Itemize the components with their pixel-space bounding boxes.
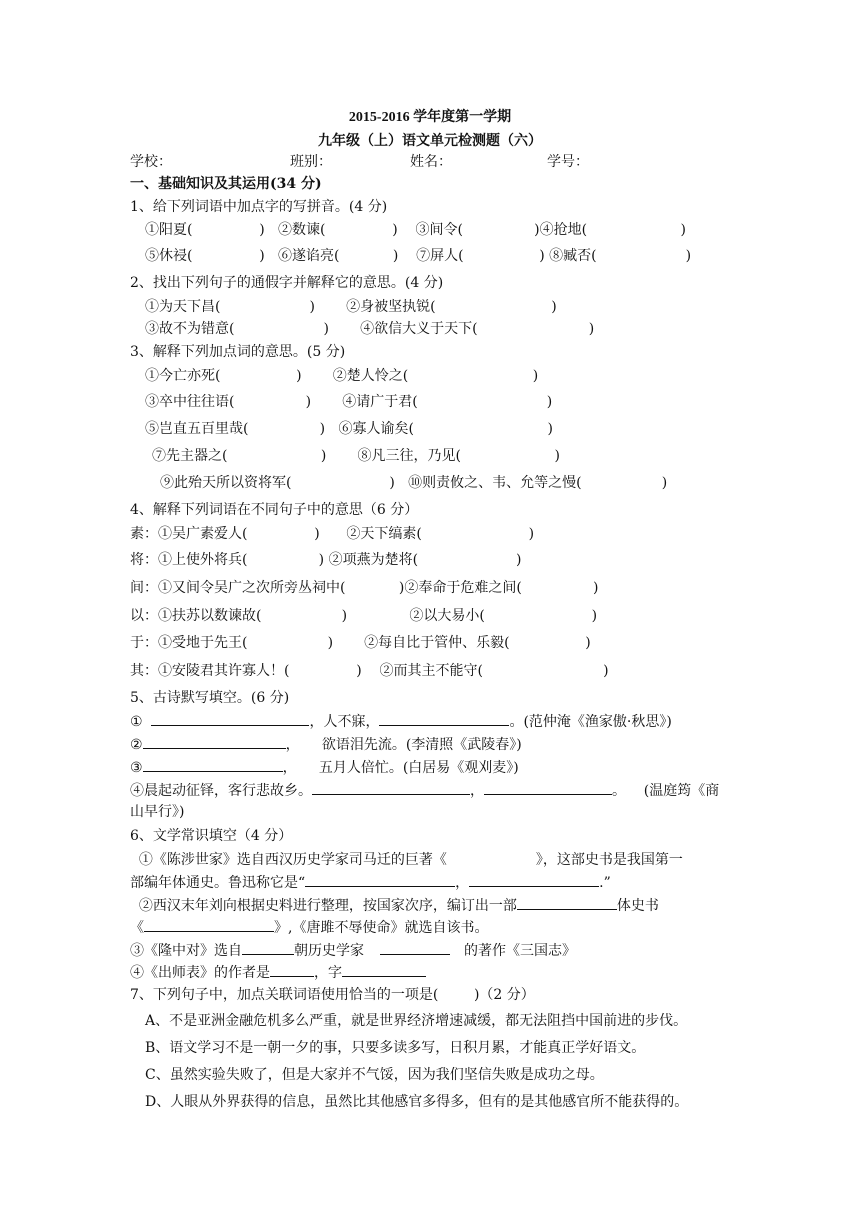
poem-row-1: ① ，人不寐， 。(范仲淹《渔家傲·秋思》) [130, 711, 672, 732]
poem-row-2: ② ， 欲语泪先流。(李清照《武陵春》) [130, 734, 522, 755]
question-title: 7、下列句子中，加点关联词语使用恰当的一项是( )（2 分） [130, 987, 535, 1003]
answer-blank[interactable] [305, 872, 455, 887]
question-row: ①今亡亦死( ) ②楚人怜之( ) [145, 368, 539, 384]
question-row: ⑤岂直五百里哉( ) ⑥寡人谕矣( ) [145, 421, 553, 437]
name-label: 姓名： [410, 154, 452, 170]
question-row: 以：①扶苏以数谏故( ) ②以大易小( ) [130, 608, 598, 624]
poem-row-4: ④晨起动征铎，客行悲故乡。 ， 。 (温庭筠《商 [130, 780, 719, 801]
year-line: 2015-2016 学年度第一学期 [348, 110, 512, 125]
answer-blank[interactable] [242, 940, 294, 955]
question-row: 间：①又间令吴广之次所旁丛祠中( )②奉命于危难之间( ) [130, 580, 599, 596]
question-row: 部编年体通史。鲁迅称它是“ ， .” [130, 872, 611, 893]
option-d[interactable]: D、人眼从外界获得的信息，虽然比其他感官多得多，但有的是其他感官所不能获得的。 [145, 1094, 689, 1110]
exam-title: 九年级（上）语文单元检测题（六） [318, 134, 542, 149]
class-label: 班别： [290, 154, 332, 170]
question-title: 6、文学常识填空（4 分） [130, 828, 293, 844]
question-title: 1、给下列词语中加点字的写拼音。(4 分) [130, 199, 388, 215]
question-row: ①阳夏( ) ②数谏( ) ③间令( )④抢地( ) [145, 222, 687, 238]
question-row: ③卒中往往语( ) ④请广于君( ) [145, 394, 553, 410]
question-row: ⑤休祲( ) ⑥遂谄亮( ) ⑦屏人( ) ⑧臧否( ) [145, 248, 692, 264]
answer-blank[interactable] [469, 872, 599, 887]
question-row: ③《隆中对》选自 朝历史学家 的著作《三国志》 [130, 940, 576, 961]
question-title: 5、古诗默写填空。(6 分) [130, 690, 290, 706]
poem-row-4-cont: 山早行》) [130, 804, 185, 820]
answer-blank[interactable] [342, 962, 426, 977]
answer-blank[interactable] [143, 734, 286, 749]
question-row: 素：①吴广素爱人( ) ②天下缟素( ) [130, 526, 535, 542]
answer-blank[interactable] [517, 895, 617, 910]
question-row: ⑦先主器之( ) ⑧凡三往，乃见( ) [152, 448, 560, 464]
school-label: 学校： [130, 154, 172, 170]
question-row: 其：①安陵君其许寡人！( ) ②而其主不能守( ) [130, 663, 609, 679]
answer-blank[interactable] [270, 962, 314, 977]
question-title: 3、解释下列加点词的意思。(5 分) [130, 344, 346, 360]
question-row: 将：①上使外将兵( ) ②项燕为楚将( ) [130, 552, 522, 568]
poem-row-3: ③ ， 五月人倍忙。(白居易《观刈麦》) [130, 757, 519, 778]
question-row: 于：①受地于先王( ) ②每自比于管仲、乐毅( ) [130, 635, 591, 651]
answer-blank[interactable] [143, 757, 283, 772]
question-row: ④《出师表》的作者是 ，字 [130, 962, 426, 983]
question-row: ②西汉末年刘向根据史料进行整理，按国家次序，编订出一部 体史书 [130, 895, 659, 916]
answer-blank[interactable] [144, 917, 274, 932]
answer-blank[interactable] [484, 780, 612, 795]
question-row: 《 》,《唐雎不辱使命》就选自该书。 [130, 917, 488, 938]
question-row: ①为天下昌( ) ②身被坚执锐( ) [145, 299, 557, 315]
question-row: ③故不为错意( ) ④欲信大义于天下( ) [145, 321, 595, 337]
number-label: 学号： [547, 154, 589, 170]
section-title: 一、基础知识及其运用(34 分) [130, 176, 322, 192]
question-row: ⑨此殆天所以资将军( ) ⑩则责攸之、韦、允等之慢( ) [160, 475, 668, 491]
option-a[interactable]: A、不是亚洲金融危机多么严重，就是世界经济增速减缓，都无法阻挡中国前进的步伐。 [145, 1013, 688, 1029]
answer-blank[interactable] [151, 711, 309, 726]
question-title: 4、解释下列词语在不同句子中的意思（6 分） [130, 502, 419, 518]
option-b[interactable]: B、语文学习不是一朝一夕的事，只要多读多写，日积月累，才能真正学好语文。 [145, 1040, 646, 1056]
question-title: 2、找出下列句子的通假字并解释它的意思。(4 分) [130, 275, 444, 291]
answer-blank[interactable] [379, 711, 509, 726]
option-c[interactable]: C、虽然实验失败了，但是大家并不气馁，因为我们坚信失败是成功之母。 [145, 1067, 604, 1083]
question-row: ①《陈涉世家》选自西汉历史学家司马迁的巨著《 》，这部史书是我国第一 [130, 852, 683, 868]
answer-blank[interactable] [312, 780, 470, 795]
answer-blank[interactable] [380, 940, 450, 955]
